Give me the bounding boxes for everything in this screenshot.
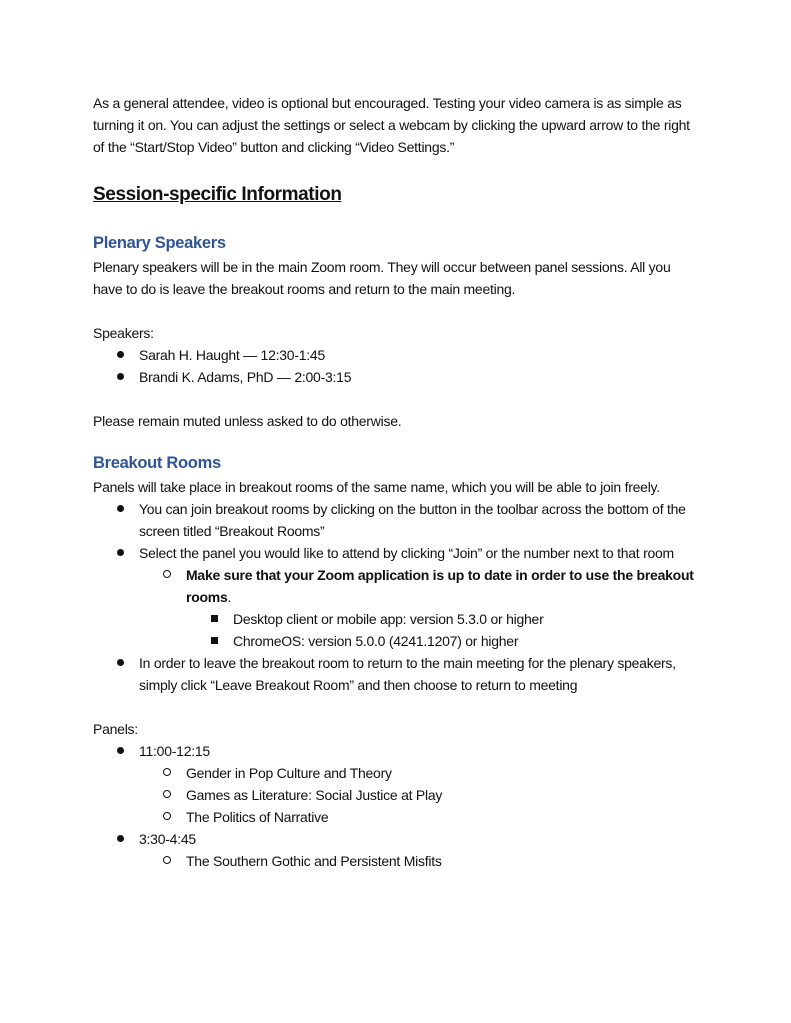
bullet-circle-icon: [157, 784, 177, 806]
list-item: [93, 762, 703, 784]
panels-label: Panels:: [93, 721, 138, 737]
plenary-heading: Plenary Speakers: [93, 234, 226, 252]
list-item: [93, 806, 703, 828]
spacer: [93, 388, 703, 410]
plenary-description: Plenary speakers will be in the main Zoom room. They will occur between panel sessions. All you have to do is leave the breakout rooms and return to the main meeting.: [93, 259, 671, 297]
intro-paragraph: As a general attendee, video is optional but encouraged. Testing your video camera is as simple as turning it on. You can adjust the settings or select a webcam by clicking the upward arrow to the right of the “Start/Stop Video” button and clicking “Video Settings.”: [93, 95, 690, 155]
list-item: [93, 498, 703, 542]
update-note-end: .: [227, 589, 232, 605]
bullet-circle-icon: [157, 850, 177, 872]
panel-time: 3:30-4:45: [139, 831, 196, 847]
bullet-circle-icon: [157, 762, 177, 784]
list-item: [93, 740, 703, 762]
list-item: [93, 344, 703, 366]
bullet-disc-icon: [110, 652, 130, 674]
spacer: [93, 432, 703, 452]
panel-session: The Southern Gothic and Persistent Misfits: [186, 853, 442, 869]
version-requirement: Desktop client or mobile app: version 5.3.0 or higher: [233, 611, 544, 627]
bullet-square-icon: [204, 630, 224, 652]
version-requirement: ChromeOS: version 5.0.0 (4241.1207) or higher: [233, 633, 519, 649]
list-item: [93, 652, 703, 696]
breakout-heading: Breakout Rooms: [93, 454, 221, 472]
list-item: [93, 366, 703, 388]
bullet-circle-icon: [157, 564, 177, 586]
bullet-circle-icon: [157, 806, 177, 828]
list-item: [93, 850, 703, 872]
bullet-disc-icon: [110, 740, 130, 762]
breakout-instruction: In order to leave the breakout room to return to the main meeting for the plenary speakers, simply click “Leave Breakout Room” and then choose to return to meeting: [139, 655, 676, 693]
bullet-disc-icon: [110, 344, 130, 366]
bullet-disc-icon: [110, 828, 130, 850]
list-item: [93, 542, 703, 564]
breakout-instruction: You can join breakout rooms by clicking on the button in the toolbar across the bottom of the screen titled “Breakout Rooms”: [139, 501, 686, 539]
spacer: [93, 300, 703, 322]
list-item: [93, 564, 703, 608]
section-title: Session-specific Information: [93, 184, 342, 205]
update-note: Make sure that your Zoom application is up to date in order to use the breakout rooms: [186, 567, 694, 605]
breakout-list: [93, 498, 703, 696]
breakout-instruction: Select the panel you would like to attend by clicking “Join” or the number next to that room: [139, 545, 674, 561]
mute-note: Please remain muted unless asked to do otherwise.: [93, 413, 402, 429]
panel-session: Gender in Pop Culture and Theory: [186, 765, 392, 781]
panel-session: The Politics of Narrative: [186, 809, 329, 825]
speaker-name: Sarah H. Haught — 12:30-1:45: [139, 347, 326, 363]
list-item: [93, 784, 703, 806]
speaker-name: Brandi K. Adams, PhD — 2:00-3:15: [139, 369, 352, 385]
list-item: [93, 608, 703, 630]
list-item: [93, 630, 703, 652]
panel-session: Games as Literature: Social Justice at Play: [186, 787, 443, 803]
speakers-list: [93, 344, 703, 388]
spacer: [93, 696, 703, 718]
bullet-disc-icon: [110, 498, 130, 520]
panels-list: [93, 740, 703, 872]
bullet-square-icon: [204, 608, 224, 630]
breakout-description: Panels will take place in breakout rooms of the same name, which you will be able to join freely.: [93, 479, 660, 495]
bullet-disc-icon: [110, 366, 130, 388]
document-page: [93, 92, 703, 872]
bullet-disc-icon: [110, 542, 130, 564]
list-item: [93, 828, 703, 850]
panel-time: 11:00-12:15: [139, 743, 210, 759]
speakers-label: Speakers:: [93, 325, 154, 341]
